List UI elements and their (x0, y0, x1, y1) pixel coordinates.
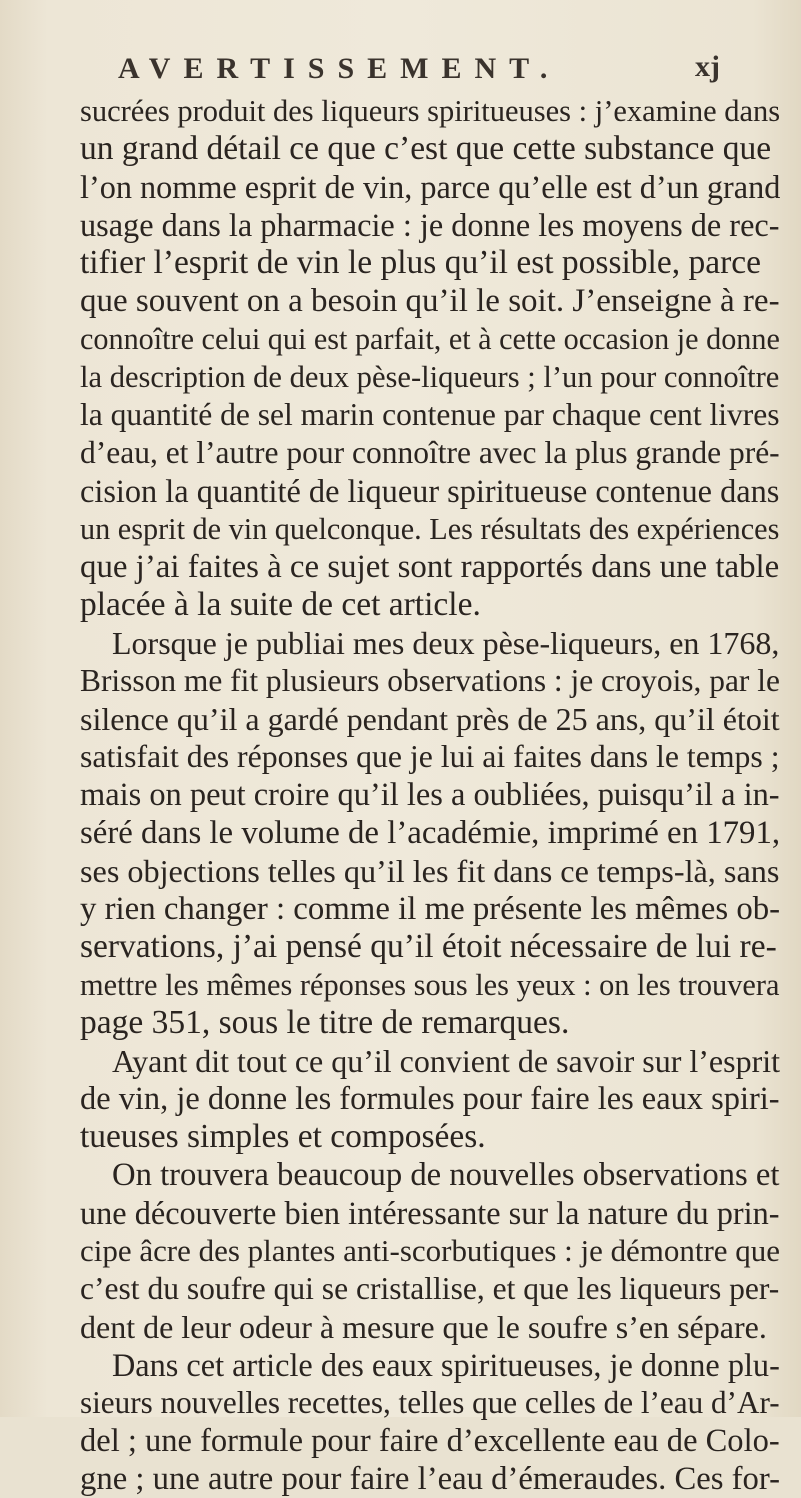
text-line: tifier l’esprit de vin le plus qu’il est possible, parce (80, 244, 761, 281)
text-line: page 351, sous le titre de remarques. (80, 1004, 570, 1041)
text-line: mais on peut croire qu’il les a oubliées, puisqu’il a in- (80, 777, 780, 813)
text-line: cipe âcre des plantes anti-scorbutiques : je démontre que (80, 1233, 780, 1268)
text-line: que souvent on a besoin qu’il le soit. J’enseigne à re- (80, 283, 780, 319)
text-line: une découverte bien intéressante sur la nature du prin- (80, 1195, 780, 1231)
text-line: ses objections telles qu’il les fit dans ce temps-là, sans (80, 853, 780, 889)
text-line: c’est du soufre qui se cristallise, et que les liqueurs per- (80, 1271, 780, 1306)
text-line: un grand détail ce que c’est que cette substance que (80, 130, 772, 167)
text-line: la description de deux pèse-liqueurs ; l’un pour connoître (80, 360, 780, 394)
text-line: usage dans la pharmacie : je donne les moyens de rec- (80, 207, 780, 243)
text-line: placée à la suite de cet article. (80, 586, 481, 623)
text-line: del ; une formule pour faire d’excellente eau de Colo- (80, 1423, 780, 1459)
page-number: xj (695, 50, 720, 83)
text-line: Brisson me fit plusieurs observations : je croyois, par le (80, 663, 780, 698)
text-line: servations, j’ai pensé qu’il étoit nécessaire de lui re- (80, 928, 777, 965)
text-line: la quantité de sel marin contenue par chaque cent livres (80, 397, 780, 432)
text-line: sucrées produit des liqueurs spiritueuses : j’examine dans (80, 94, 781, 128)
text-line: séré dans le volume de l’académie, imprimé en 1791, (80, 815, 781, 851)
text-line: que j’ai faites à ce sujet sont rapportés dans une table (80, 549, 780, 585)
text-line: satisfait des réponses que je lui ai faites dans le temps ; (80, 739, 780, 774)
text-line: d’eau, et l’autre pour connoître avec la plus grande pré- (80, 435, 780, 470)
text-line: Ayant dit tout ce qu’il convient de savoir sur l’esprit (112, 1043, 781, 1079)
text-line: l’on nomme esprit de vin, parce qu’elle est d’un grand (80, 169, 781, 205)
text-line: dent de leur odeur à mesure que le soufre s’en sépare. (80, 1309, 767, 1345)
text-line: Dans cet article des eaux spiritueuses, je donne plu- (112, 1347, 780, 1383)
text-line: On trouvera beaucoup de nouvelles observations et (112, 1157, 780, 1193)
text-line: y rien changer : comme il me présente les mêmes ob- (80, 891, 781, 927)
text-line: un esprit de vin quelconque. Les résultats des expériences (80, 512, 780, 546)
text-line: silence qu’il a gardé pendant près de 25 ans, qu’il étoit (80, 701, 780, 737)
text-line: cision la quantité de liqueur spiritueuse contenue dans (80, 473, 780, 509)
text-line: connoître celui qui est parfait, et à cette occasion je donne (80, 322, 780, 356)
text-line: Lorsque je publiai mes deux pèse-liqueurs, en 1768, (112, 625, 780, 661)
text-line: sieurs nouvelles recettes, telles que celles de l’eau d’Ar- (80, 1385, 780, 1420)
running-title: AVERTISSEMENT. (118, 52, 561, 85)
text-line: gne ; une autre pour faire l’eau d’émeraudes. Ces for- (80, 1461, 780, 1497)
text-line: de vin, je donne les formules pour faire les eaux spiri- (80, 1081, 780, 1117)
text-line: tueuses simples et composées. (80, 1118, 486, 1155)
text-line: mettre les mêmes réponses sous les yeux : on les trouvera (80, 968, 780, 1002)
